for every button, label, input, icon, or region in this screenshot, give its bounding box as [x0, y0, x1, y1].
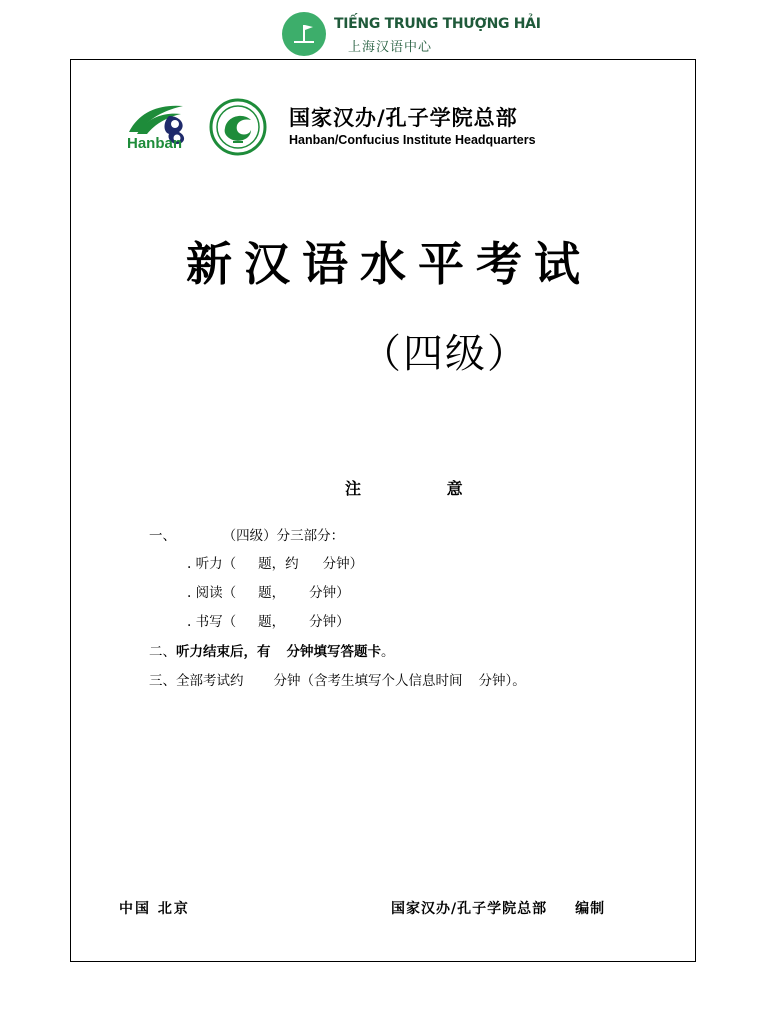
notice-item-2: [149, 640, 395, 660]
notice-subitem-reading: [187, 581, 350, 601]
item-3-text-b: 分钟（含考生填写个人信息时间: [273, 673, 463, 689]
org-name-chinese: 国家汉办/孔子学院总部: [289, 106, 518, 130]
watermark-logo-icon: [282, 12, 326, 56]
footer-location: 中国 北京: [119, 901, 190, 917]
subitem-2-questions: 题，: [258, 585, 286, 601]
subitem-3-minutes: 分钟）: [309, 614, 350, 630]
notice-subitem-writing: [187, 610, 350, 630]
item-2-end: 。: [381, 644, 395, 660]
subitem-1-minutes: 分钟）: [322, 556, 364, 572]
notice-heading: 注 意: [345, 479, 503, 498]
notice-item-1: [149, 524, 344, 544]
notice-subitem-listening: [187, 552, 363, 572]
subitem-3-questions: 题，: [258, 614, 286, 630]
item-1-prefix: 一、: [149, 528, 176, 544]
item-2-text-a: 听力结束后，有: [176, 644, 271, 660]
confucius-institute-logo-icon: [207, 98, 269, 156]
item-3-text-c: 分钟）。: [478, 673, 526, 689]
footer-publisher-suffix: 编制: [575, 901, 606, 917]
item-3-prefix: 三、: [149, 673, 176, 689]
exam-cover-sheet: [70, 59, 696, 962]
item-2-prefix: 二、: [149, 644, 176, 660]
subitem-2-minutes: 分钟）: [309, 585, 350, 601]
org-name-english: Hanban/Confucius Institute Headquarters: [289, 133, 536, 147]
subitem-2-label: 阅读（: [195, 585, 237, 601]
subitem-1-label: 听力（: [195, 556, 237, 572]
item-3-text-a: 全部考试约: [176, 673, 244, 689]
watermark: [282, 8, 541, 56]
exam-title: 新汉语水平考试: [186, 237, 592, 291]
hanban-logo-text: Hanban: [127, 135, 183, 152]
subitem-2-bullet: .: [187, 585, 192, 601]
item-2-text-b: 分钟填写答题卡: [286, 644, 381, 660]
watermark-title: TIẾNG TRUNG THƯỢNG HẢI: [334, 16, 541, 32]
subitem-1-bullet: .: [187, 556, 192, 572]
item-1-text: （四级）分三部分：: [222, 528, 345, 544]
footer-publisher: [391, 898, 605, 918]
footer-publisher-org: 国家汉办/孔子学院总部: [391, 901, 548, 917]
subitem-3-label: 书写（: [195, 614, 237, 630]
watermark-subtitle: 上海汉语中心: [348, 40, 433, 55]
subitem-1-questions: 题，约: [258, 556, 299, 572]
subitem-3-bullet: .: [187, 614, 192, 630]
notice-item-3: [149, 669, 526, 689]
exam-level: （四级）: [361, 331, 529, 377]
